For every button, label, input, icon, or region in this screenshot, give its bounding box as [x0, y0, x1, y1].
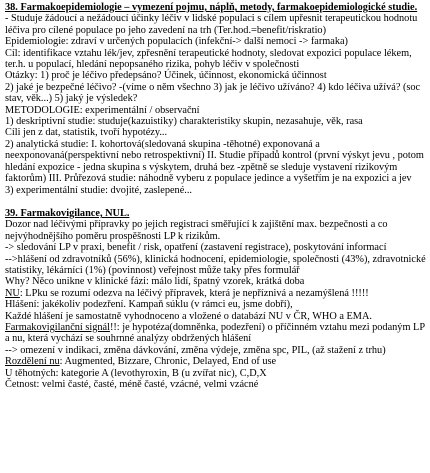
paragraph: Cíl: identifikace vztahu lék/jev, zpřesnění terapeutické hodnoty, sledovat expozici populace lékem, ter.h. u populací, hledání nepopsaného rizika, pohyb léčiv v společnosti	[5, 47, 412, 71]
paragraph: METODOLOGIE: experimentální / observační	[5, 104, 200, 116]
paragraph: Každé hlášení je samostatně vyhodnoceno a vložené o databází NU v ČR, WHO a EMA.	[5, 310, 372, 322]
paragraph: Otázky: 1) proč je léčivo předepsáno? Účinek, účinnost, ekonomická účinnost	[5, 70, 327, 82]
paragraph: 2) analytická studie: I. kohortová(sledovaná skupina -těhotné) exponovaná a neexponovaná(perspektivní nebo retrospektivní) II. Studie případů kontrol (první výskyt jevu , potom hledání expozice - jedna skupina s výskytem, druhá bez -zpětně se sleduje vystavení rizikovým faktorům) III. Průřezová studie: náhodně vyberu z populace jedince a vyšetřím je na expozici a jev	[5, 138, 424, 185]
section-38-body	[5, 13, 426, 196]
rozdeleni-text: : Augmented, Bizzare, Chronic, Delayed, End of use	[59, 356, 277, 368]
signal-text: !!: je hypotéza(domněnka, podezření) o příčinném vztahu mezi podaným LP a nu, která vychází se souhrnné analýzy obdržených hlášení	[5, 321, 425, 345]
paragraph: - Studuje žádoucí a nežádoucí účinky léčiv v lidské populaci s cílem upřesnit terapeutickou hodnotu léčiva pro cílené populace po jeho zavedení na trh (Ter.hod.=benefit/riskratio)	[5, 13, 418, 36]
paragraph: --> omezení v indikaci, změna dávkování, změna výdeje, změna spc, PIL, (až stažení z trhu)	[5, 344, 386, 356]
nu-definition	[5, 288, 426, 299]
signal-definition	[5, 322, 426, 345]
signal-label: Farmakovigilanční signál	[5, 321, 110, 333]
paragraph: -->hlášení od zdravotníků (56%), klinická hodnocení, epidemiologie, společnosti (43%), zdravotnické statistiky, lékárníci (1%) (povinnost) veřejnost může taky přes formulář	[5, 253, 426, 276]
nu-text: : LPku se rozumí odezva na léčivý přípravek, která je nepříznivá a nezamýšlená !!!!!	[19, 287, 369, 299]
section-39-heading: 39. Farmakovigilance, NUL.	[5, 207, 130, 219]
paragraph: 1) deskriptivní studie: studuje(kazuistiky) charakteristiky skupin, nezasahuje, věk, rasa	[5, 116, 363, 128]
paragraph: Četnost: velmi časté, časté, méně časté, vzácné, velmi vzácné	[5, 379, 259, 390]
rozdeleni-label: Rozdělení nu	[5, 356, 60, 368]
section-38-heading: 38. Farmakoepidemiologie – vymezení pojmu, náplň, metody, farmakoepidemiologické studie.	[5, 2, 418, 13]
paragraph: Hlášení: jakékoliv podezření. Kampaň súklu (v rámci eu, jsme dobří),	[5, 299, 293, 311]
paragraph: 2) jaké je bezpečné léčivo? -(víme o něm všechno 3) jak je léčivo užíváno? 4) kdo léčiva užívá? (soc stav, věk...) 5) jaký je výsledek?	[5, 81, 421, 105]
classification	[5, 356, 426, 367]
paragraph: Epidemiologie: zdraví v určených populacích (infekční-> další nemoci -> farmaka)	[5, 36, 348, 48]
paragraph: Dozor nad léčivými přípravky po jejich registraci směřující k zajištění max. bezpečnosti a co nejvýhodnějšího poměru prospěšnosti LP k rizikům.	[5, 219, 388, 242]
paragraph: -> sledování LP v praxi, benefit / risk, opatření (zastavení registrace), poskytování informací	[5, 242, 387, 254]
section-39-body	[5, 219, 426, 390]
paragraph: 3) experimentální studie: dvojité, zaslepené...	[5, 184, 192, 196]
paragraph: U těhotných: kategorie A (levothyroxin, B (u zvířat nic), C,D,X	[5, 367, 267, 379]
nu-label: NU	[5, 287, 20, 299]
section-gap	[5, 196, 426, 208]
paragraph: Why? Něco unikne v klinické fázi: málo lidí, špatný vzorek, krátká doba	[5, 276, 305, 288]
paragraph: Cíli jen z dat, statistik, tvoří hypotézy...	[5, 127, 168, 139]
